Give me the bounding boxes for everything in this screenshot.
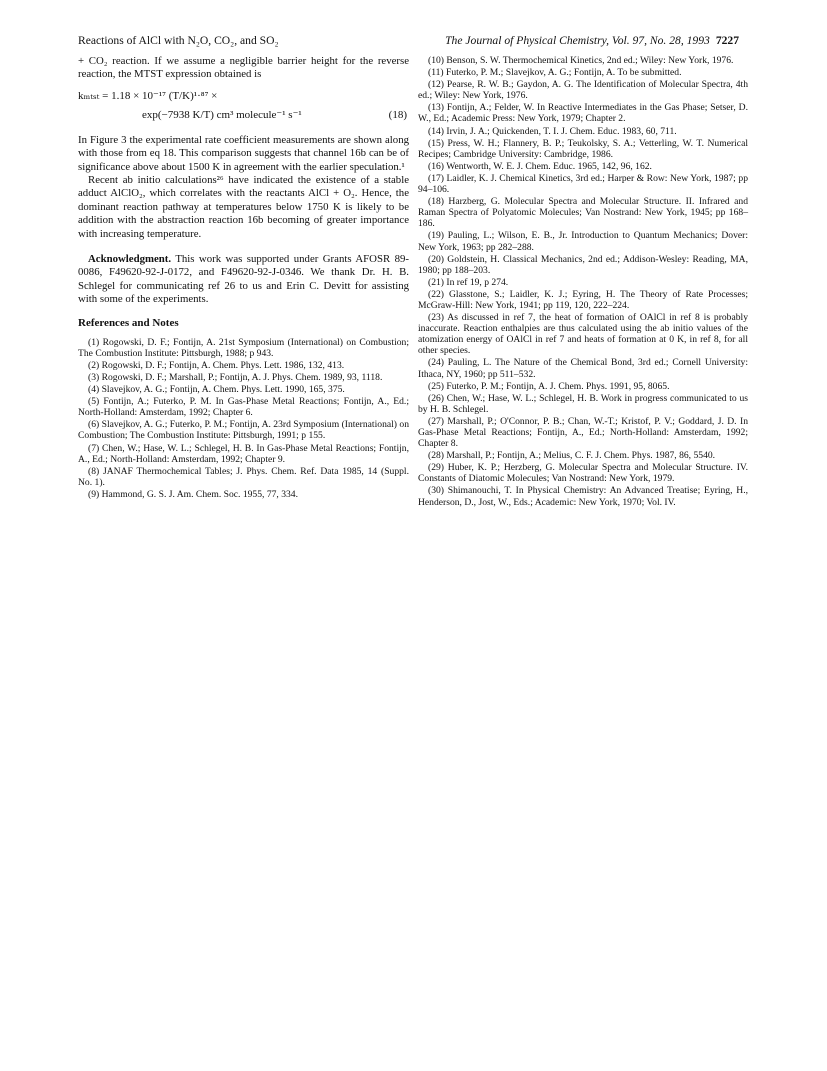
acknowledgment-text: This work was supported under Grants AFOSR 89-0086, F49620-92-J-0172, and F49620-92-J-0346. We thank Dr. H. B. Schlegel for communicating ref 26 to us and Erin C. Devitt for assisting with some of the experiments.	[78, 253, 409, 306]
reference-item: (11) Futerko, P. M.; Slavejkov, A. G.; Fontijn, A. To be submitted.	[428, 67, 682, 79]
references-list-left	[78, 337, 409, 500]
reference-item: (24) Pauling, L. The Nature of the Chemical Bond, 3rd ed.; Cornell University: Ithaca, NY, 1960; pp 511–532.	[418, 357, 748, 380]
reference-item: (9) Hammond, G. S. J. Am. Chem. Soc. 1955, 77, 334.	[88, 488, 298, 500]
reference-item: (26) Chen, W.; Hase, W. L.; Schlegel, H. B. Work in progress communicated to us by H. B. Schlegel.	[418, 392, 748, 415]
journal-citation: The Journal of Physical Chemistry, Vol. 97, No. 28, 1993	[445, 34, 710, 47]
reference-item: (17) Laidler, K. J. Chemical Kinetics, 3rd ed.; Harper & Row: New York, 1987; pp 94–106.	[418, 172, 748, 196]
page-number: 7227	[715, 34, 739, 47]
paragraph-1: + CO₂ reaction. If we assume a negligible barrier height for the reverse reaction, the MTST expression obtained is	[78, 55, 409, 81]
reference-item: (10) Benson, S. W. Thermochemical Kinetics, 2nd ed.; Wiley: New York, 1976.	[428, 55, 734, 66]
reference-item: (14) Irvin, J. A.; Quickenden, T. I. J. Chem. Educ. 1983, 60, 711.	[428, 125, 677, 137]
reference-item: (7) Chen, W.; Hase, W. L.; Schlegel, H. B. In Gas-Phase Metal Reactions; Fontijn, A., Ed.; North-Holland: Amsterdam, 1992; Chapter 9.	[78, 442, 409, 465]
paragraph-3: Recent ab initio calculations²⁶ have indicated the existence of a stable adduct AlClO₂, which correlates with the reactants AlCl + O₂. Hence, the dominant reaction pathway at temperatures below 1750 K is likely to be addition with the abstraction reaction 16b becoming of greater importance with increasing temperature.	[78, 174, 409, 240]
equation-line-2: exp(−7938 K/T) cm³ molecule⁻¹ s⁻¹	[142, 108, 302, 121]
reference-item: (6) Slavejkov, A. G.; Futerko, P. M.; Fontijn, A. 23rd Symposium (International) on Combustion; The Combustion Institute: Pittsburgh, 1991; p 155.	[78, 419, 409, 442]
reference-item: (29) Huber, K. P.; Herzberg, G. Molecular Spectra and Molecular Structure. IV. Constants of Diatomic Molecules; Van Nostrand: New York, 1979.	[418, 462, 748, 485]
equation-number: (18)	[388, 108, 407, 121]
reference-item: (4) Slavejkov, A. G.; Fontijn, A. Chem. Phys. Lett. 1990, 165, 375.	[88, 384, 345, 396]
reference-item: (1) Rogowski, D. F.; Fontijn, A. 21st Symposium (International) on Combustion; The Combustion Institute: Pittsburgh, 1988; p 943.	[78, 336, 409, 359]
reference-item: (16) Wentworth, W. E. J. Chem. Educ. 1965, 142, 96, 162.	[428, 160, 652, 172]
reference-item: (28) Marshall, P.; Fontijn, A.; Melius, C. F. J. Chem. Phys. 1987, 86, 5540.	[428, 450, 716, 462]
reference-item: (18) Harzberg, G. Molecular Spectra and Molecular Structure. II. Infrared and Raman Spectra of Polyatomic Molecules; Van Nostrand: New York, 1945; pp 168–186.	[418, 196, 748, 230]
reference-item: (25) Futerko, P. M.; Fontijn, A. J. Chem. Phys. 1991, 95, 8065.	[428, 380, 670, 392]
running-header-title: Reactions of AlCl with N₂O, CO₂, and SO₂	[78, 34, 279, 47]
reference-item: (2) Rogowski, D. F.; Fontijn, A. Chem. Phys. Lett. 1986, 132, 413.	[88, 359, 345, 371]
reference-item: (19) Pauling, L.; Wilson, E. B., Jr. Introduction to Quantum Mechanics; Dover: New York, 1963; pp 282–288.	[418, 230, 748, 253]
reference-item: (15) Press, W. H.; Flannery, B. P.; Teukolsky, S. A.; Vetterling, W. T. Numerical Recipes; Cambridge University: Cambridge, 1986.	[418, 137, 748, 160]
running-header-journal	[445, 34, 739, 47]
left-column	[78, 55, 409, 501]
reference-item: (12) Pearse, R. W. B.; Gaydon, A. G. The Identification of Molecular Spectra, 4th ed.; Wiley: New York, 1976.	[418, 79, 748, 102]
reference-item: (20) Goldstein, H. Classical Mechanics, 2nd ed.; Addison-Wesley: Reading, MA, 1980; pp 188–203.	[418, 253, 748, 276]
reference-item: (27) Marshall, P.; O'Connor, P. B.; Chan, W.-T.; Kristof, P. V.; Goddard, J. D. In Gas-Phase Metal Reactions; Fontijn, A., Ed.; North-Holland: Amsterdam, 1992; Chapter 8.	[418, 415, 748, 450]
equation-line-1: kₘₜₛₜ = 1.18 × 10⁻¹⁷ (T/K)¹·⁸⁷ ×	[78, 89, 218, 102]
equation-18	[78, 90, 409, 130]
references-list-right	[418, 55, 748, 508]
reference-item: (5) Fontijn, A.; Futerko, P. M. In Gas-Phase Metal Reactions; Fontijn, A., Ed.; North-Holland: Amsterdam, 1992; Chapter 6.	[78, 396, 409, 419]
acknowledgment	[78, 253, 409, 307]
reference-item: (30) Shimanouchi, T. In Physical Chemistry: An Advanced Treatise; Eyring, H., Henderson, D., Jost, W., Eds.; Academic: New York, 1970; Vol. IV.	[418, 485, 748, 508]
references-heading: References and Notes	[78, 316, 179, 329]
reference-item: (13) Fontijn, A.; Felder, W. In Reactive Intermediates in the Gas Phase; Setser, D. W., Ed.; Academic Press: New York, 1979; Chapter 2.	[418, 102, 748, 125]
reference-item: (23) As discussed in ref 7, the heat of formation of OAlCl in ref 8 is probably inaccurate. Reaction enthalpies are thus calculated using the ab initio values of the atomization energy of OAlCl in ref 7 and heats of formation at 0 K, in ref 8, for all other species.	[418, 312, 748, 357]
reference-item: (3) Rogowski, D. F.; Marshall, P.; Fontijn, A. J. Phys. Chem. 1989, 93, 1118.	[88, 371, 383, 383]
acknowledgment-title: Acknowledgment.	[88, 253, 172, 266]
right-column	[418, 55, 748, 509]
reference-item: (22) Glasstone, S.; Laidler, K. J.; Eyring, H. The Theory of Rate Processes; McGraw-Hill: New York, 1941; pp 119, 120, 222–224.	[418, 288, 748, 311]
reference-item: (21) In ref 19, p 274.	[428, 276, 509, 288]
reference-item: (8) JANAF Thermochemical Tables; J. Phys. Chem. Ref. Data 1985, 14 (Suppl. No. 1).	[78, 465, 409, 488]
paragraph-2: In Figure 3 the experimental rate coefficient measurements are shown along with those from eq 18. This comparison suggests that channel 16b can be of significance above about 1500 K in agreement with the earlier speculation.¹	[78, 133, 409, 173]
